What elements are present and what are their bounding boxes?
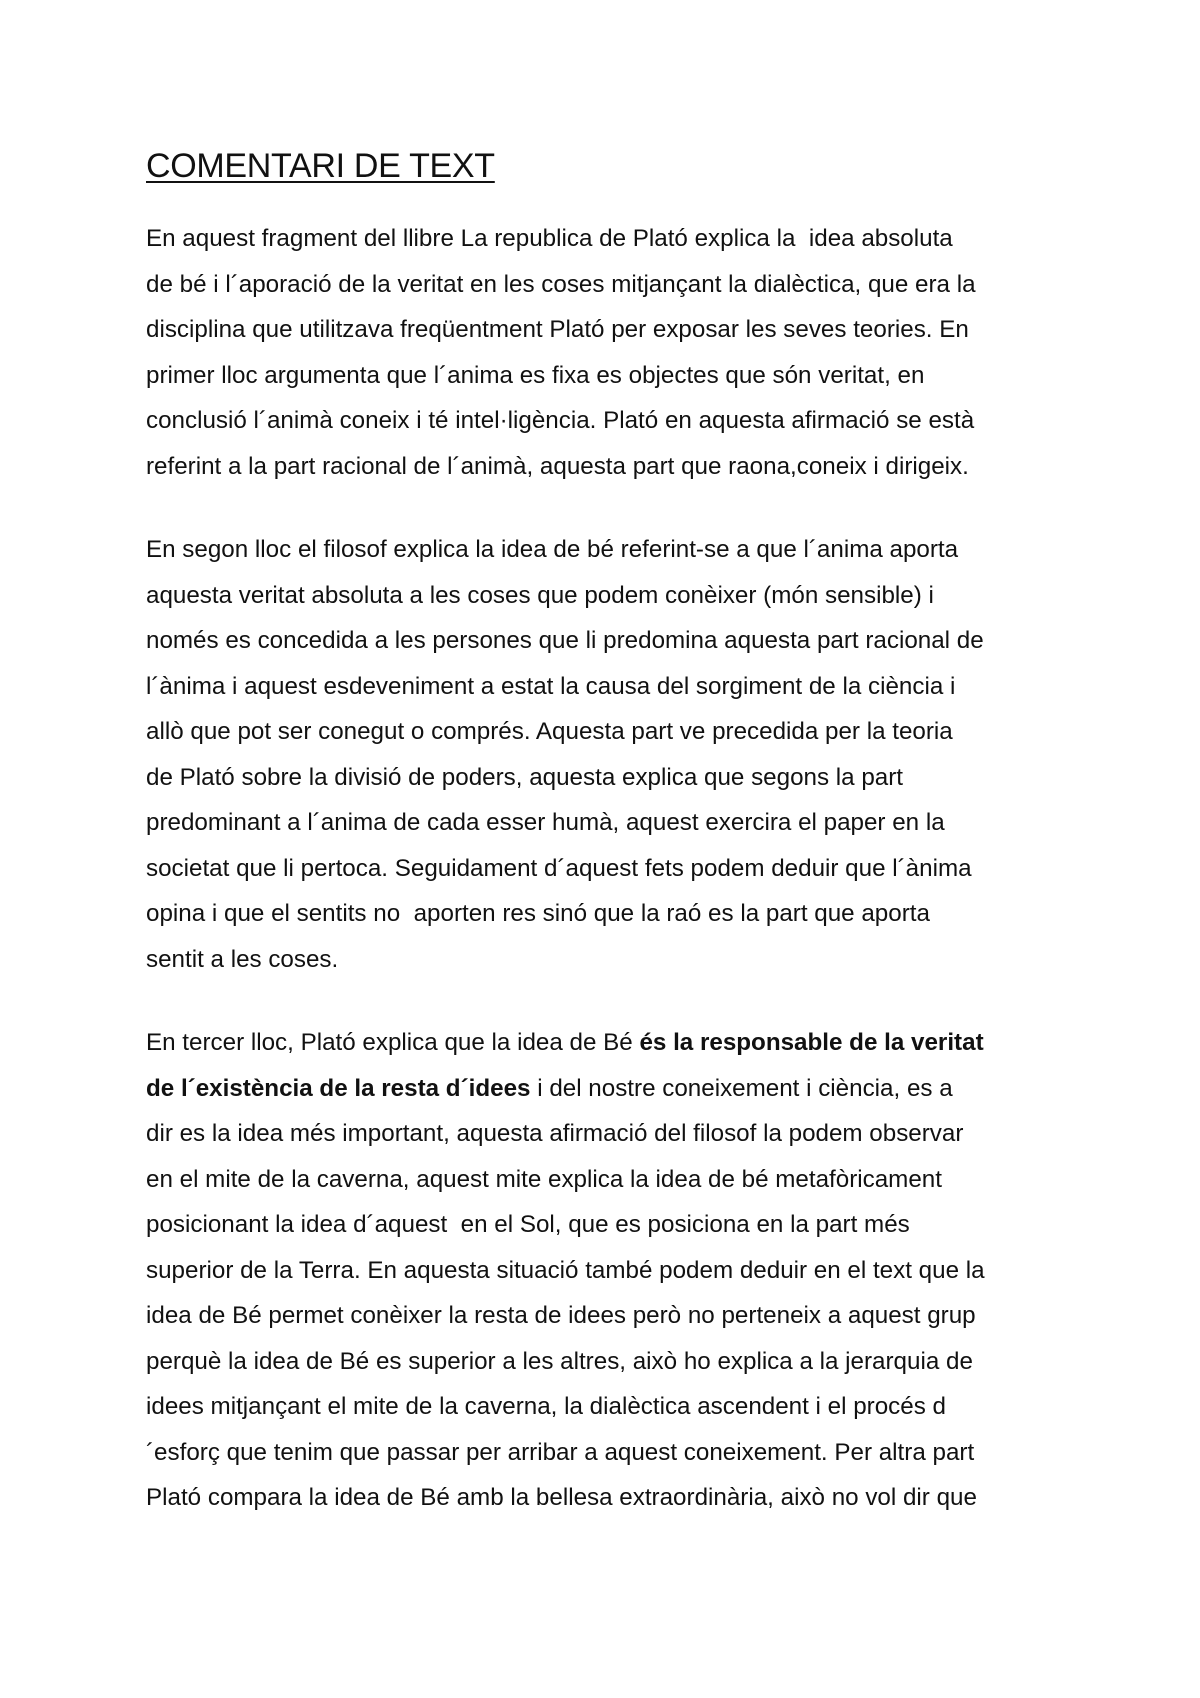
text-bold: és la responsable de la veritat: [639, 1029, 984, 1056]
text-line: perquè la idea de Bé es superior a les altres, això ho explica a la jerarquia de: [146, 1347, 973, 1375]
text-line: En aquest fragment del llibre La republica de Plató explica la idea absoluta: [146, 225, 953, 252]
text-line: allò que pot ser conegut o comprés. Aquesta part ve precedida per la teoria: [146, 718, 953, 745]
text-line: opina i que el sentits no aporten res sinó que la raó es la part que aporta: [146, 900, 930, 927]
text-line: dir es la idea més important, aquesta afirmació del filosof la podem observar: [146, 1120, 964, 1147]
text-line: primer lloc argumenta que l´anima es fixa es objectes que són veritat, en: [146, 361, 925, 389]
text-line: de bé i l´aporació de la veritat en les coses mitjançant la dialèctica, que era la: [146, 270, 976, 298]
paragraph-spacer: [146, 982, 1086, 1020]
text-line: [146, 1020, 1086, 1066]
text-line: ´esforç que tenim que passar per arribar a aquest coneixement. Per altra part: [146, 1438, 975, 1466]
text-line: En segon lloc el filosof explica la idea de bé referint-se a que l´anima aporta: [146, 536, 959, 563]
text-line: només es concedida a les persones que li predomina aquesta part racional de: [146, 627, 984, 654]
text-line: l´ànima i aquest esdeveniment a estat la causa del sorgiment de la ciència i: [146, 672, 956, 700]
page-title: COMENTARI DE TEXT: [146, 147, 495, 185]
text-line: [146, 1066, 1086, 1112]
text-line: posicionant la idea d´aquest en el Sol, que es posiciona en la part més: [146, 1211, 910, 1238]
paragraph-3: [146, 1020, 1086, 1521]
text-line: societat que li pertoca. Seguidament d´aquest fets podem deduir que l´ànima: [146, 854, 972, 882]
text-line: predominant a l´anima de cada esser humà, aquest exercira el paper en la: [146, 809, 945, 836]
text-line: en el mite de la caverna, aquest mite explica la idea de bé metafòricament: [146, 1165, 942, 1193]
paragraph-1: [146, 216, 1086, 489]
text-bold: de l´existència de la resta d´idees: [146, 1074, 531, 1102]
text-line: conclusió l´animà coneix i té intel·ligència. Plató en aquesta afirmació se està: [146, 407, 975, 434]
text-normal: En tercer lloc, Plató explica que la idea de Bé: [146, 1029, 640, 1056]
text-line: superior de la Terra. En aquesta situació també podem deduir en el text que la: [146, 1256, 985, 1284]
text-line: aquesta veritat absoluta a les coses que podem conèixer (món sensible) i: [146, 581, 934, 609]
document-body: [146, 146, 1086, 1521]
text-line: Plató compara la idea de Bé amb la bellesa extraordinària, això no vol dir que: [146, 1484, 977, 1511]
text-line: de Plató sobre la divisió de poders, aquesta explica que segons la part: [146, 763, 904, 791]
text-line: idea de Bé permet conèixer la resta de idees però no perteneix a aquest grup: [146, 1302, 976, 1329]
paragraph-spacer: [146, 489, 1086, 527]
text-line: idees mitjançant el mite de la caverna, la dialèctica ascendent i el procés d: [146, 1393, 946, 1420]
text-line: disciplina que utilitzava freqüentment Plató per exposar les seves teories. En: [146, 316, 969, 343]
text-line: sentit a les coses.: [146, 945, 339, 973]
text-normal: i del nostre coneixement i ciència, es a: [530, 1074, 953, 1102]
text-line: referint a la part racional de l´animà, aquesta part que raona,coneix i dirigeix.: [146, 452, 969, 480]
paragraph-2: [146, 527, 1086, 982]
